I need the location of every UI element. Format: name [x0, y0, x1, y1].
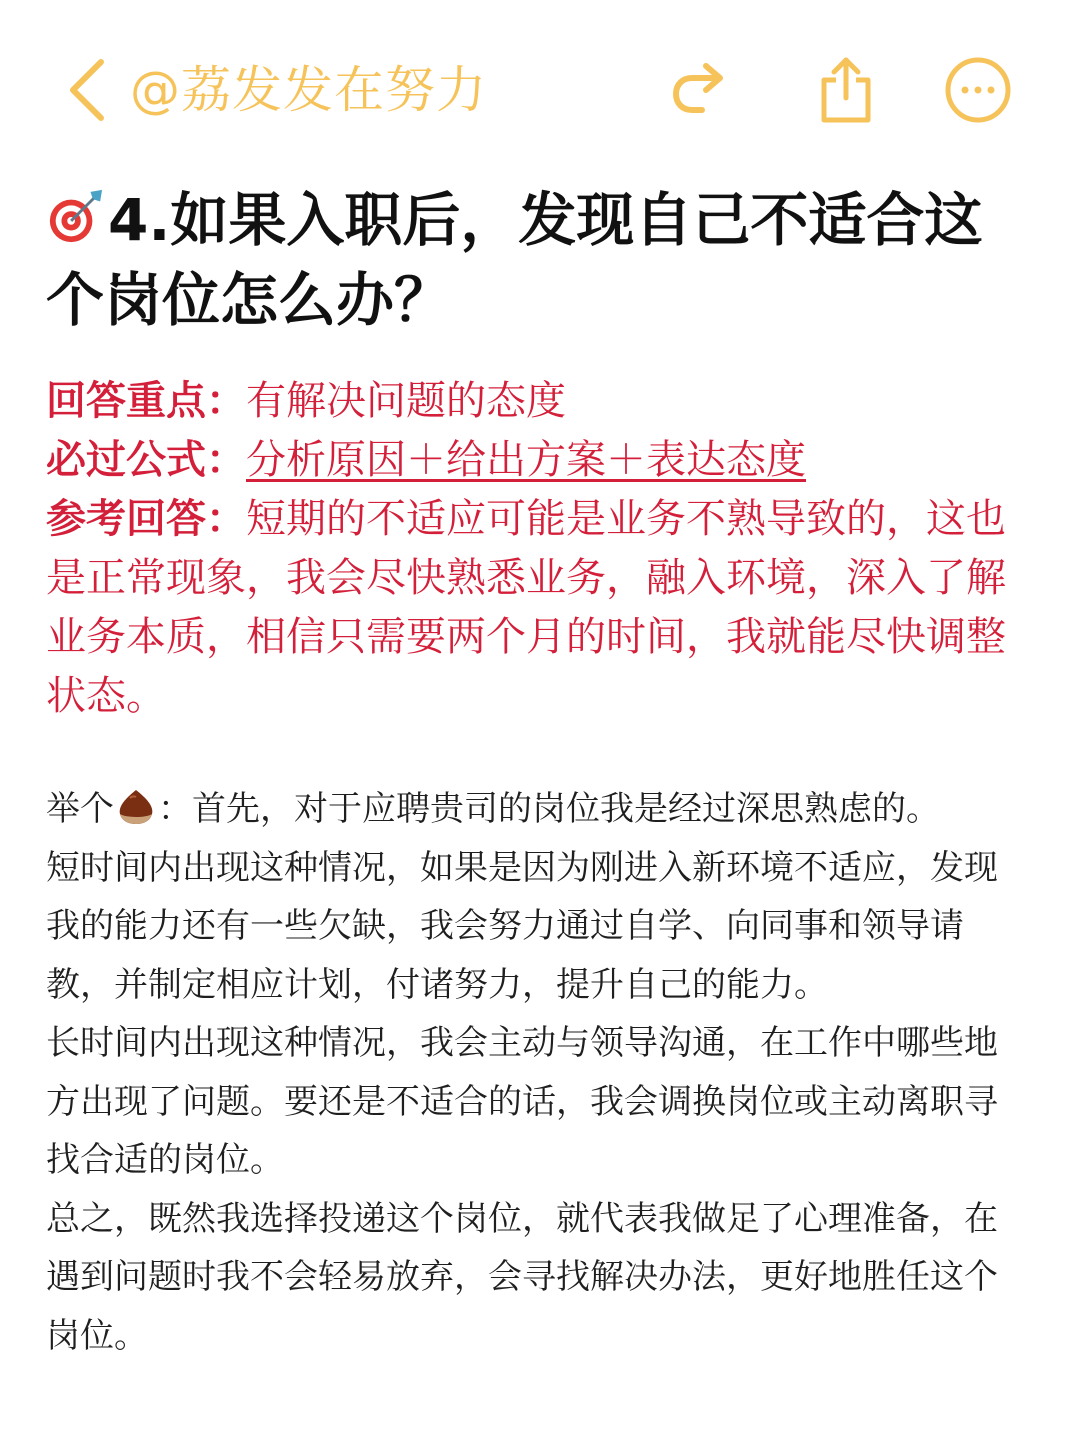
focus-text: 有解决问题的态度 [246, 378, 566, 424]
top-bar [0, 40, 1080, 140]
reference-text: 短期的不适应可能是业务不熟导致的，这也是正常现象，我会尽快熟悉业务，融入环境，深入了解业务本质，相信只需要两个月的时间，我就能尽快调整状态。 [46, 496, 1006, 719]
answer-reference [46, 490, 1006, 726]
example-paragraph-3: 总之，既然我选择投递这个岗位，就代表我做足了心理准备，在遇到问题时我不会轻易放弃，会寻找解决办法，更好地胜任这个岗位。 [46, 1198, 998, 1356]
target-icon [46, 188, 104, 246]
chevron-left-icon [67, 58, 107, 122]
example-section [46, 780, 1006, 1365]
chestnut-icon [116, 786, 156, 826]
example-colon: ： [158, 789, 192, 829]
back-button[interactable] [62, 56, 112, 124]
answer-formula [46, 431, 1006, 490]
formula-label: 必过公式： [46, 437, 246, 483]
example-intro [46, 780, 1006, 839]
formula-text: 分析原因＋给出方案＋表达态度 [246, 437, 806, 483]
title-text: 4.如果入职后，发现自己不适合这个岗位怎么办？ [46, 186, 983, 334]
reference-label: 参考回答： [46, 496, 246, 542]
forward-button[interactable] [662, 52, 738, 128]
example-prefix: 举个 [46, 789, 114, 829]
share-icon [814, 54, 878, 126]
example-paragraph-1: 短时间内出现这种情况，如果是因为刚进入新环境不适应，发现我的能力还有一些欠缺，我会努力通过自学、向同事和领导请教，并制定相应计划，付诸努力，提升自己的能力。 [46, 847, 998, 1005]
example-intro-text: 首先，对于应聘贵司的岗位我是经过深思熟虑的。 [192, 789, 940, 829]
note-title [46, 180, 996, 340]
share-button[interactable] [808, 52, 884, 128]
account-name[interactable]: @荔发发在努力 [130, 61, 487, 119]
more-icon [943, 55, 1013, 125]
more-button[interactable] [940, 52, 1016, 128]
forward-arrow-icon [668, 58, 732, 122]
example-paragraph-2: 长时间内出现这种情况，我会主动与领导沟通，在工作中哪些地方出现了问题。要还是不适合的话，我会调换岗位或主动离职寻找合适的岗位。 [46, 1023, 998, 1180]
answer-section [46, 372, 1006, 726]
answer-focus [46, 372, 1006, 431]
focus-label: 回答重点： [46, 378, 246, 424]
